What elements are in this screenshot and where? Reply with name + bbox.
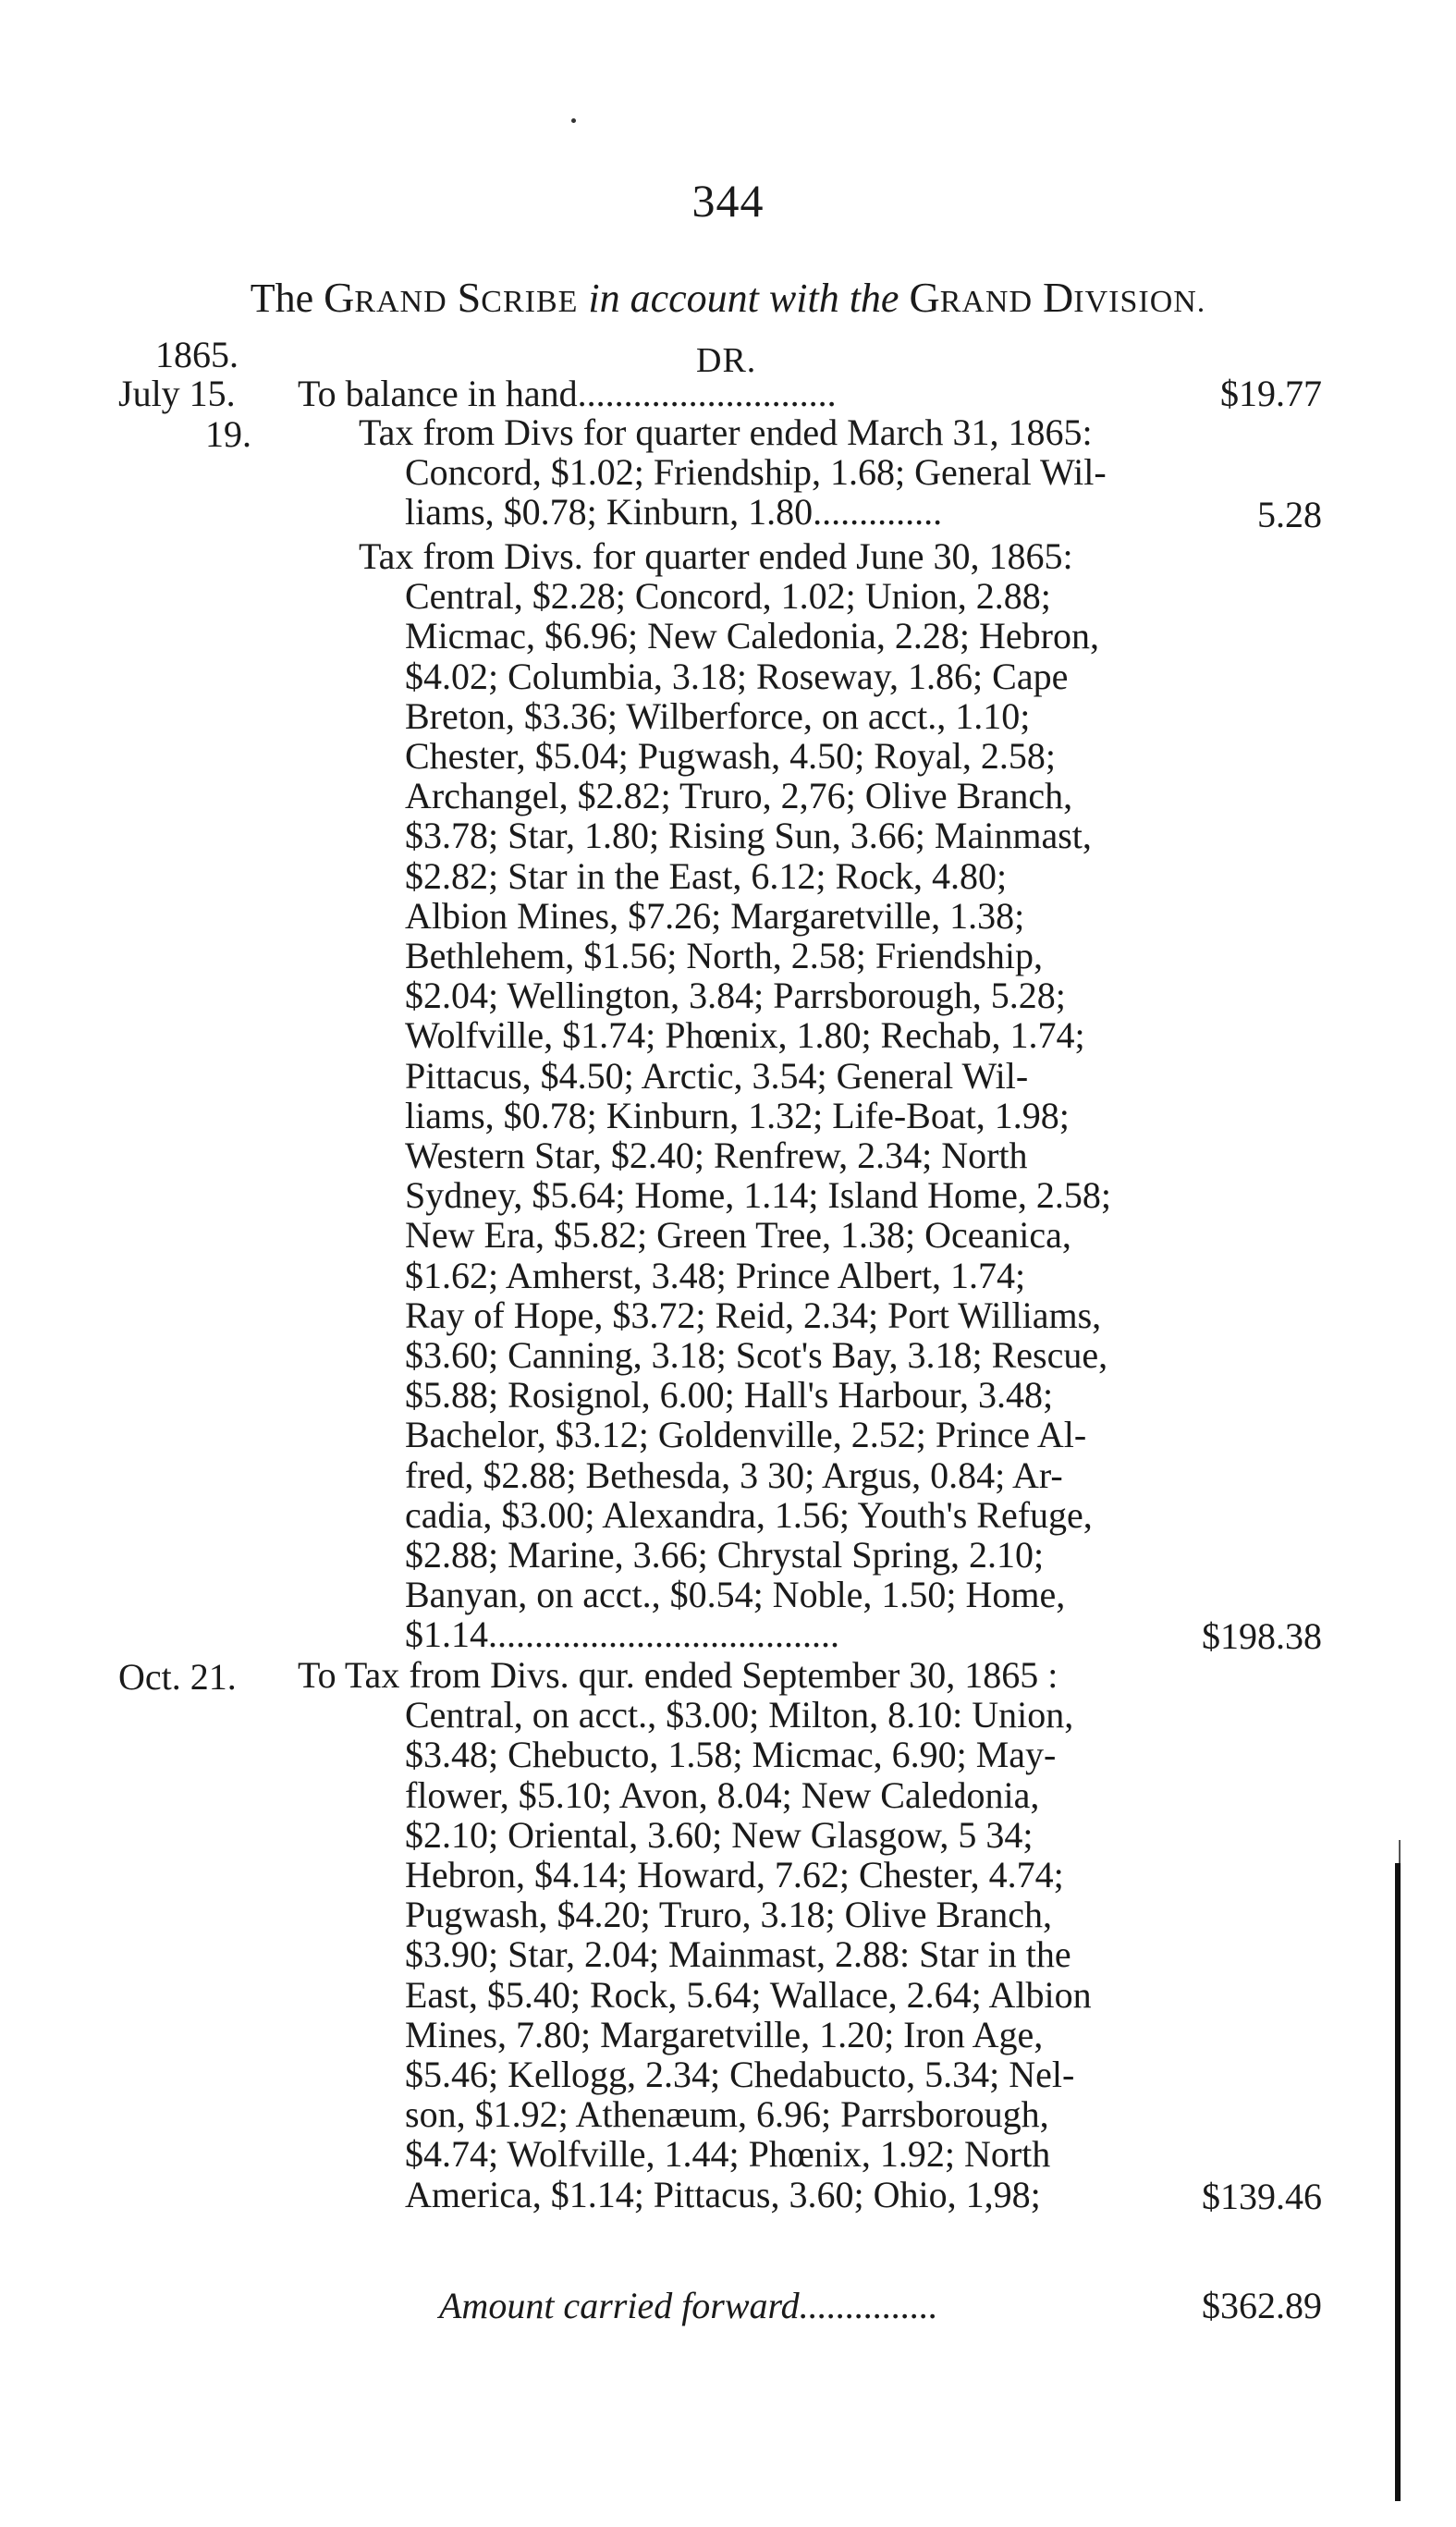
year-heading: 1865. — [155, 334, 239, 375]
entry-line: Breton, $3.36; Wilberforce, on acct., 1.10; — [405, 694, 1031, 737]
entry-text — [298, 1655, 1194, 2214]
title-middle: in account with the — [588, 276, 899, 321]
entry-line: America, $1.14; Pittacus, 3.60; Ohio, 1,98; — [405, 2173, 1041, 2215]
entry-line: Albion Mines, $7.26; Margaretville, 1.38; — [405, 894, 1025, 937]
entry-line: $5.46; Kellogg, 2.34; Chedabucto, 5.34; Nel- — [405, 2054, 1075, 2096]
entry-text — [359, 536, 1237, 1655]
page-number: 344 — [691, 175, 765, 227]
entry-amount: $139.46 — [1202, 2176, 1322, 2217]
entry-line: Mines, 7.80; Margaretville, 1.20; Iron Age, — [405, 2013, 1044, 2055]
entry-line: Pugwash, $4.20; Truro, 3.18; Olive Branch, — [405, 1894, 1052, 1936]
entry-text — [359, 412, 1191, 533]
entry-date: July 15. — [118, 373, 236, 414]
entry-line: Chester, $5.04; Pugwash, 4.50; Royal, 2.58; — [405, 735, 1056, 778]
entry-line: To Tax from Divs. qur. ended September 30, 1865 : — [298, 1654, 1058, 1696]
ink-speck — [571, 118, 576, 123]
entry-line: Pittacus, $4.50; Arctic, 3.54; General Wil- — [405, 1054, 1029, 1097]
entry-line: flower, $5.10; Avon, 8.04; New Caledonia, — [405, 1773, 1040, 1816]
entry-line: fred, $2.88; Bethesda, 3 30; Argus, 0.84; Ar- — [405, 1454, 1063, 1496]
entry-line: Concord, $1.02; Friendship, 1.68; General Wil- — [405, 451, 1107, 494]
entry-line: liams, $0.78; Kinburn, 1.80.............. — [405, 491, 943, 534]
title-the: The — [250, 276, 314, 321]
entry-line: son, $1.92; Athenæum, 6.96; Parrsborough, — [405, 2093, 1049, 2136]
entry-line: Tax from Divs for quarter ended March 31, 1865: — [359, 411, 1093, 453]
entry-text: To balance in hand............................ — [298, 373, 837, 414]
entry-line: $1.62; Amherst, 3.48; Prince Albert, 1.74; — [405, 1254, 1026, 1296]
entry-line: $3.90; Star, 2.04; Mainmast, 2.88: Star in the — [405, 1933, 1071, 1976]
title-division-initial: D — [1043, 274, 1074, 321]
carried-forward-amount: $362.89 — [1202, 2285, 1322, 2326]
entry-line: Wolfville, $1.74; Phœnix, 1.80; Rechab, 1.74; — [405, 1014, 1085, 1057]
entry-line: New Era, $5.82; Green Tree, 1.38; Oceanica, — [405, 1214, 1071, 1257]
carried-forward-label: Amount carried forward............... — [439, 2285, 938, 2326]
entry-line: Archangel, $2.82; Truro, 2,76; Olive Branch, — [405, 775, 1073, 817]
title-grand-initial: G — [324, 274, 355, 321]
entry-line: $1.14...................................... — [405, 1613, 839, 1656]
entry-line: cadia, $3.00; Alexandra, 1.56; Youth's Refuge, — [405, 1493, 1093, 1536]
entry-line: Central, on acct., $3.00; Milton, 8.10: Union, — [405, 1694, 1074, 1736]
entry-line: $4.74; Wolfville, 1.44; Phœnix, 1.92; North — [405, 2133, 1051, 2176]
scan-edge-bar — [1395, 1863, 1401, 2501]
title-grand2-initial: G — [909, 274, 940, 321]
entry-line: Ray of Hope, $3.72; Reid, 2.34; Port Williams, — [405, 1294, 1102, 1336]
page-title — [0, 273, 1456, 322]
entry-line: $2.88; Marine, 3.66; Chrystal Spring, 2.10; — [405, 1534, 1045, 1576]
entry-line: $2.10; Oriental, 3.60; New Glasgow, 5 34; — [405, 1813, 1034, 1856]
entry-line: $3.78; Star, 1.80; Rising Sun, 3.66; Mainmast, — [405, 815, 1092, 857]
entry-line: $5.88; Rosignol, 6.00; Hall's Harbour, 3.48; — [405, 1374, 1054, 1417]
title-scribe-rest: CRIBE — [481, 285, 579, 319]
entry-line: $4.02; Columbia, 3.18; Roseway, 1.86; Cape — [405, 655, 1069, 697]
title-scribe-initial: S — [457, 274, 482, 321]
entry-line: $3.48; Chebucto, 1.58; Micmac, 6.90; May- — [405, 1734, 1057, 1776]
entry-amount: 5.28 — [1257, 494, 1322, 535]
entry-line: $2.82; Star in the East, 6.12; Rock, 4.80; — [405, 854, 1008, 897]
title-division-rest: IVISION. — [1073, 285, 1206, 319]
entry-date: 19. — [205, 413, 251, 455]
entry-line: $3.60; Canning, 3.18; Scot's Bay, 3.18; Rescue, — [405, 1334, 1108, 1377]
debit-heading: DR. — [696, 341, 757, 380]
entry-amount: $198.38 — [1202, 1615, 1322, 1657]
entry-line: Tax from Divs. for quarter ended June 30, 1865: — [359, 535, 1073, 577]
title-grand-rest: RAND — [354, 285, 447, 319]
entry-line: Bachelor, $3.12; Goldenville, 2.52; Prince Al- — [405, 1414, 1087, 1456]
title-grand2-rest: RAND — [939, 285, 1034, 319]
entry-line: Hebron, $4.14; Howard, 7.62; Chester, 4.74; — [405, 1854, 1064, 1896]
entry-line: Sydney, $5.64; Home, 1.14; Island Home, 2.58; — [405, 1174, 1112, 1217]
entry-line: Bethlehem, $1.56; North, 2.58; Friendship, — [405, 935, 1043, 977]
entry-line: $2.04; Wellington, 3.84; Parrsborough, 5.28; — [405, 975, 1066, 1017]
entry-line: liams, $0.78; Kinburn, 1.32; Life-Boat, 1.98; — [405, 1094, 1070, 1136]
entry-date: Oct. 21. — [118, 1656, 237, 1698]
entry-line: Central, $2.28; Concord, 1.02; Union, 2.88; — [405, 575, 1051, 618]
entry-line: Banyan, on acct., $0.54; Noble, 1.50; Home, — [405, 1574, 1066, 1616]
entry-line: Western Star, $2.40; Renfrew, 2.34; North — [405, 1135, 1028, 1177]
entry-line: East, $5.40; Rock, 5.64; Wallace, 2.64; Albion — [405, 1973, 1092, 2016]
entry-amount: $19.77 — [1220, 373, 1322, 414]
entry-line: Micmac, $6.96; New Caledonia, 2.28; Hebron, — [405, 615, 1099, 657]
